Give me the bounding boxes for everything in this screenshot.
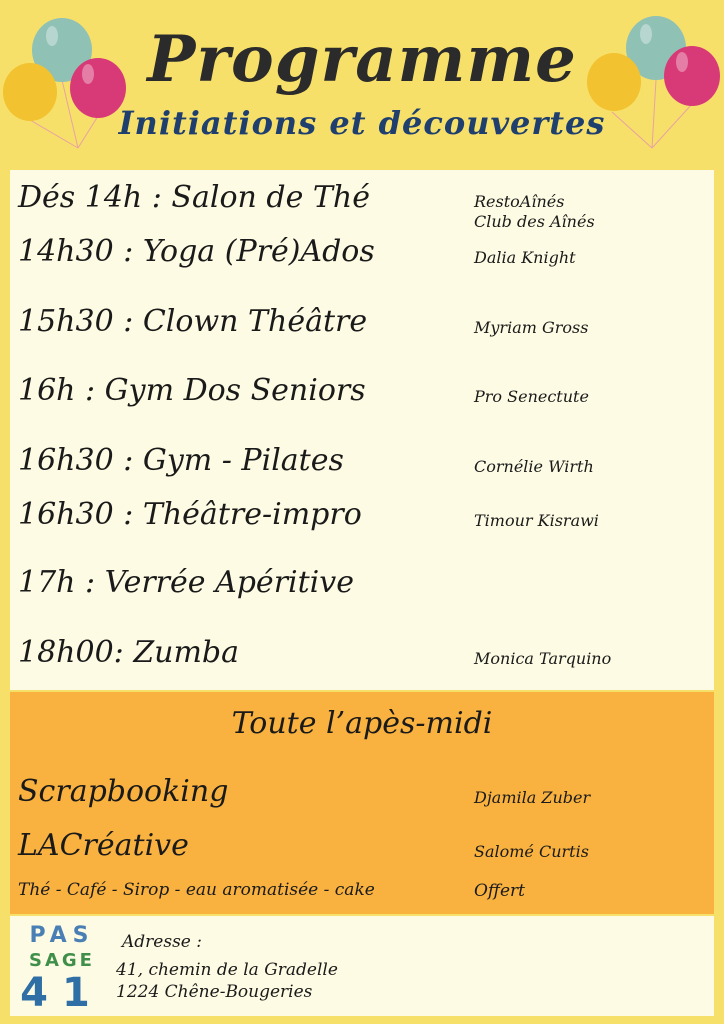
afternoon-host: Offert [474, 881, 525, 901]
schedule-event: 15h30 : Clown Théâtre [18, 304, 368, 339]
address-label: Adresse : [122, 932, 202, 952]
logo-row: PAS [29, 923, 95, 948]
schedule-host: Pro Senectute [474, 387, 589, 406]
schedule-panel [10, 170, 714, 690]
schedule-host: Timour Kisrawi [474, 511, 599, 530]
afternoon-refreshments: Thé - Café - Sirop - eau aromatisée - cake [18, 880, 375, 900]
schedule-host-line: RestoAînés [474, 192, 565, 211]
schedule-host [474, 192, 595, 232]
logo-row: SAGE [29, 950, 95, 971]
logo-row: 41 [20, 970, 104, 1016]
page-title: Programme [147, 22, 577, 97]
afternoon-event: LACréative [18, 828, 189, 863]
schedule-event: Dés 14h : Salon de Thé [18, 180, 370, 215]
page-subtitle: Initiations et découvertes [118, 104, 606, 142]
afternoon-panel [10, 692, 714, 914]
schedule-event: 17h : Verrée Apéritive [18, 565, 354, 600]
afternoon-host: Djamila Zuber [474, 788, 591, 807]
header [0, 0, 724, 170]
schedule-host-line: Club des Aînés [474, 212, 595, 231]
schedule-host: Cornélie Wirth [474, 457, 594, 476]
footer [10, 916, 714, 1016]
afternoon-host: Salomé Curtis [474, 842, 589, 861]
schedule-event: 14h30 : Yoga (Pré)Ados [18, 234, 375, 269]
schedule-event: 18h00: Zumba [18, 635, 240, 670]
schedule-event: 16h : Gym Dos Seniors [18, 373, 366, 408]
address-line: 41, chemin de la Gradelle [116, 960, 338, 980]
schedule-host: Myriam Gross [474, 318, 589, 337]
schedule-event: 16h30 : Théâtre-impro [18, 497, 362, 532]
schedule-host: Dalia Knight [474, 248, 576, 267]
afternoon-event: Scrapbooking [18, 774, 229, 809]
schedule-host: Monica Tarquino [474, 649, 612, 668]
afternoon-title: Toute l’apès-midi [231, 706, 493, 741]
passage-41-logo [16, 922, 108, 1014]
schedule-event: 16h30 : Gym - Pilates [18, 443, 344, 478]
address-line: 1224 Chêne-Bougeries [116, 982, 313, 1002]
